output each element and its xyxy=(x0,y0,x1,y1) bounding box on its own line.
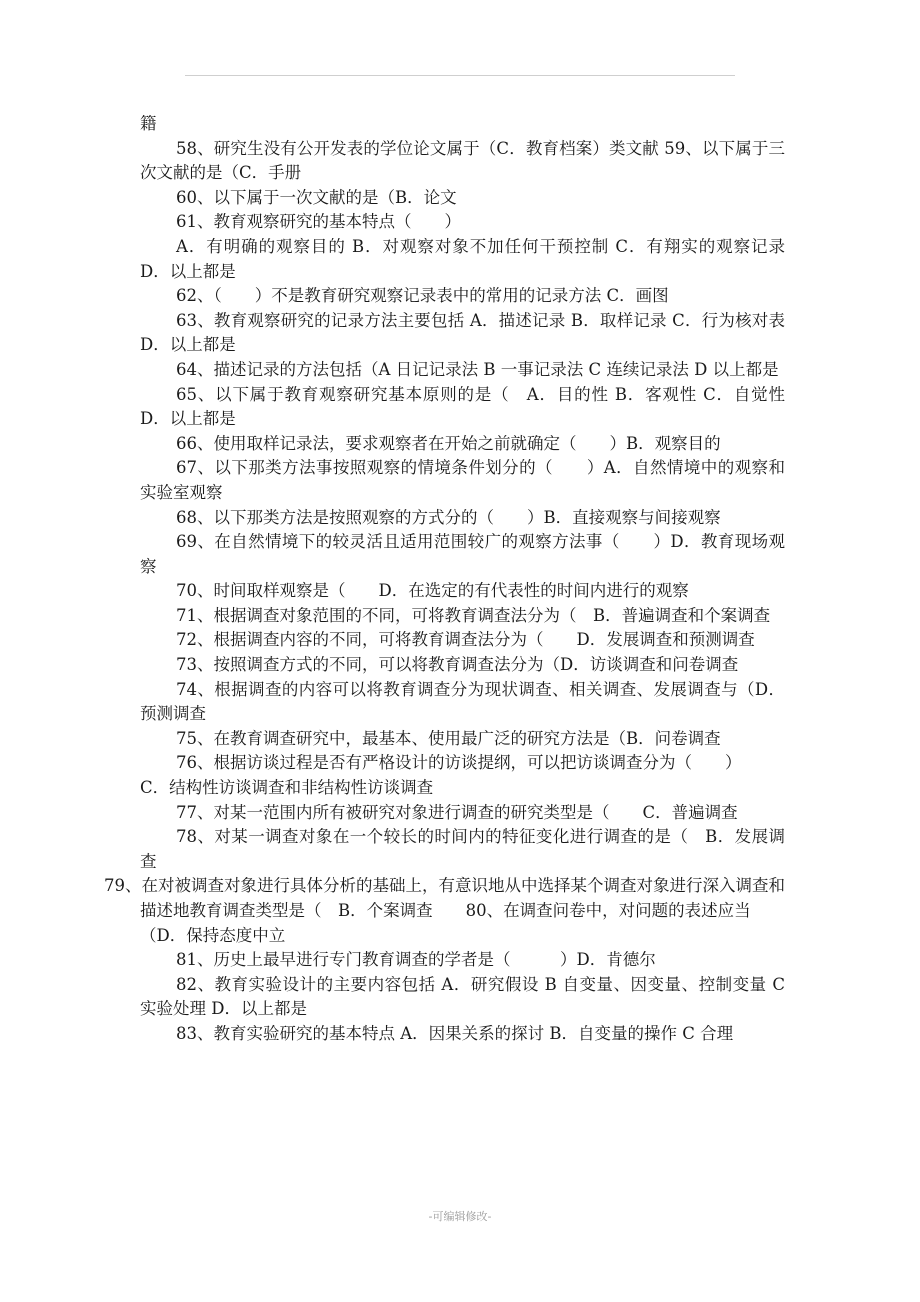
paragraph: A．有明确的观察目的 B．对观察对象不加任何干预控制 C．有翔实的观察记录 D．以上都是 xyxy=(140,236,785,281)
page-footer: -可编辑修改- xyxy=(428,1210,492,1223)
paragraph: 82、教育实验设计的主要内容包括 A．研究假设 B 自变量、因变量、控制变量 C 实验处理 D．以上都是 xyxy=(140,974,785,1019)
paragraph: 66、使用取样记录法，要求观察者在开始之前就确定（ ）B．观察目的 xyxy=(176,433,721,453)
paragraph: C．结构性访谈调查和非结构性访谈调查 xyxy=(140,778,434,798)
paragraph: 75、在教育调查研究中，最基本、使用最广泛的研究方法是（B．问卷调查 xyxy=(176,728,721,748)
paragraph: 72、根据调查内容的不同，可将教育调查法分为（ D．发展调查和预测调查 xyxy=(176,630,755,650)
paragraph: 70、时间取样观察是（ D．在选定的有代表性的时间内进行的观察 xyxy=(176,581,689,601)
paragraph: 63、教育观察研究的记录方法主要包括 A．描述记录 B．取样记录 C．行为核对表 D．以上都是 xyxy=(140,310,785,355)
paragraph: 71、根据调查对象范围的不同，可将教育调查法分为（ B．普遍调查和个案调查 xyxy=(176,605,771,625)
paragraph: 73、按照调查方式的不同，可以将教育调查法分为（D．访谈调查和问卷调查 xyxy=(176,655,739,675)
paragraph: 81、历史上最早进行专门教育调查的学者是（ ）D．肯德尔 xyxy=(176,950,656,970)
paragraph: 83、教育实验研究的基本特点 A．因果关系的探讨 B．自变量的操作 C 合理 xyxy=(176,1023,734,1043)
paragraph: 61、教育观察研究的基本特点（ ） xyxy=(176,212,461,232)
paragraph: 62、（ ）不是教育研究观察记录表中的常用的记录方法 C．画图 xyxy=(176,286,669,306)
paragraph: 69、在自然情境下的较灵活且适用范围较广的观察方法事（ ）D．教育现场观察 xyxy=(140,532,785,576)
paragraph: 籍 xyxy=(140,114,157,133)
paragraph: 76、根据访谈过程是否有严格设计的访谈提纲，可以把访谈调查分为（ ） xyxy=(176,753,742,773)
paragraph: 74、根据调查的内容可以将教育调查分为现状调查、相关调查、发展调查与（D．预测调查 xyxy=(140,679,785,724)
paragraph: 77、对某一范围内所有被研究对象进行调查的研究类型是（ C．普遍调查 xyxy=(176,802,738,822)
paragraph: 58、研究生没有公开发表的学位论文属于（C．教育档案）类文献 59、以下属于三次文献的是（C．手册 xyxy=(140,138,785,183)
paragraph: 64、描述记录的方法包括（A 日记记录法 B 一事记录法 C 连续记录法 D 以上都是 xyxy=(176,359,779,379)
paragraph: 67、以下那类方法事按照观察的情境条件划分的（ ）A．自然情境中的观察和实验室观察 xyxy=(140,458,785,502)
document-body xyxy=(104,112,785,1047)
paragraph: 65、以下属于教育观察研究基本原则的是（ A．目的性 B．客观性 C．自觉性 D．以上都是 xyxy=(140,384,785,429)
paragraph: 60、以下属于一次文献的是（B．论文 xyxy=(176,187,457,207)
paragraph: 78、对某一调查对象在一个较长的时间内的特征变化进行调查的是（ B．发展调查 xyxy=(140,827,785,871)
paragraph: 79、在对被调查对象进行具体分析的基础上，有意识地从中选择某个调查对象进行深入调查和描述地教育调查类型是（ B．个案调查 80、在调查问卷中，对问题的表述应当（D．保持态度中立 xyxy=(104,876,785,945)
header-rule xyxy=(185,75,735,76)
paragraph: 68、以下那类方法是按照观察的方式分的（ ）B．直接观察与间接观察 xyxy=(176,507,721,527)
